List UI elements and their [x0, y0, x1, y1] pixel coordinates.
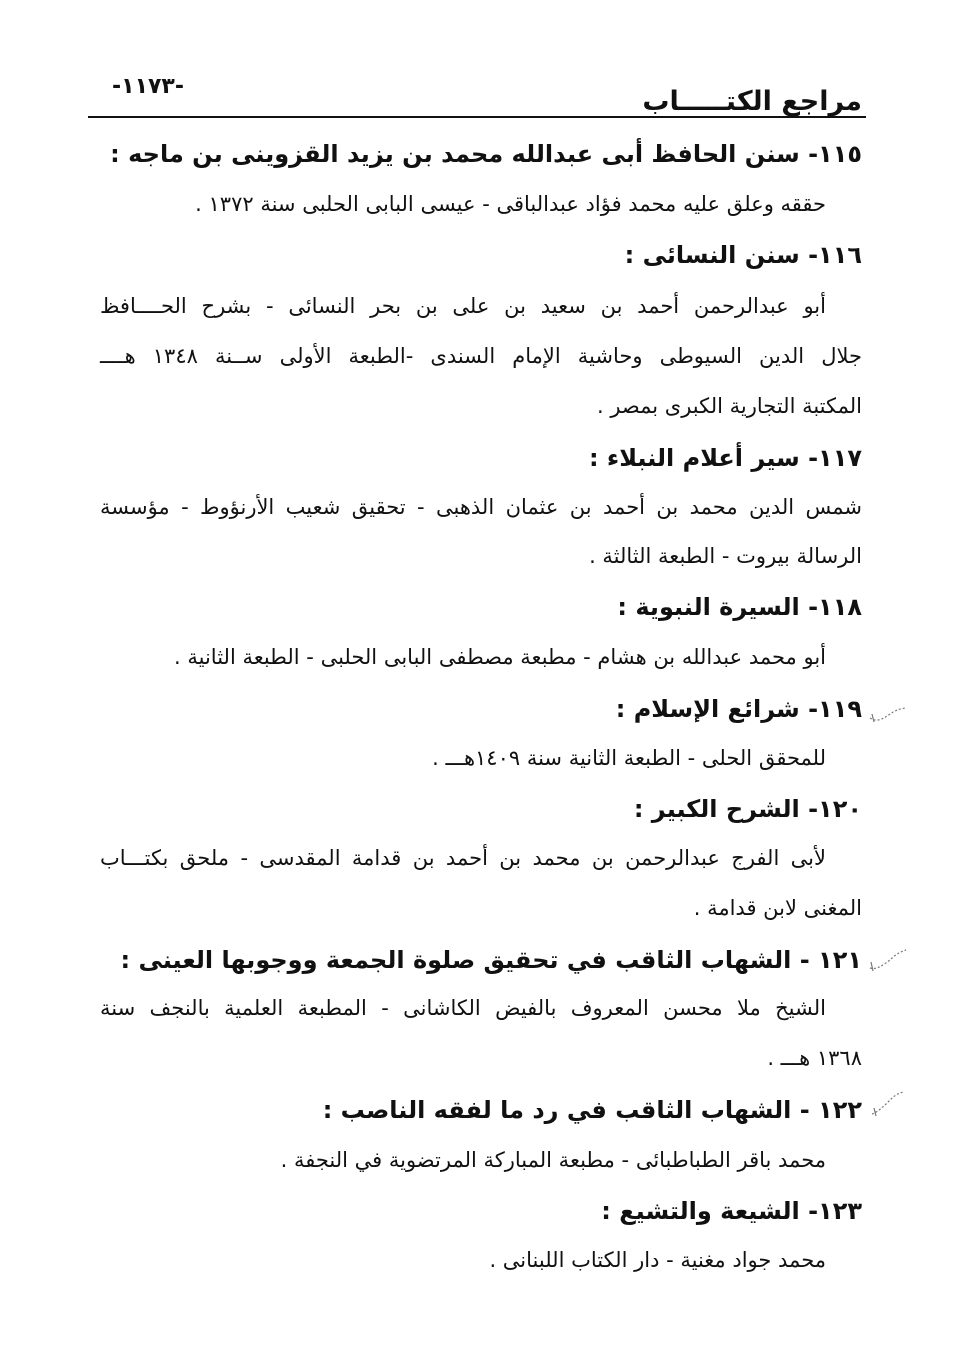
- entry-heading-122: ١٢٢ - الشهاب الثاقب في رد ما لفقه الناصب :: [322, 1096, 862, 1124]
- entry-heading-117: ١١٧- سير أعلام النبلاء :: [588, 444, 862, 472]
- entry-heading-118: ١١٨- السيرة النبوية :: [617, 593, 862, 621]
- header-rule: [88, 116, 866, 118]
- entry-heading-121: ١٢١ - الشهاب الثاقب في تحقيق صلوة الجمعة ووجوبها العينى :: [120, 946, 862, 974]
- entry-heading-116: ١١٦- سنن النسائى :: [624, 241, 862, 269]
- entry-line: ١٣٦٨ هـــ .: [767, 1046, 862, 1070]
- entry-line: الشيخ ملا محسن المعروف بالفيض الكاشانى - المطبعة العلمية بالنجف سنة: [100, 996, 826, 1020]
- page-number: -١١٧٣-: [112, 74, 184, 99]
- entry-line: حققه وعلق عليه محمد فؤاد عبدالباقى - عيسى البابى الحلبى سنة ١٣٧٢ .: [195, 192, 826, 216]
- entry-line: محمد جواد مغنية - دار الكتاب اللبنانى .: [489, 1248, 826, 1272]
- margin-mark-icon: [868, 946, 908, 976]
- entry-line: لأبى الفرج عبدالرحمن بن محمد بن أحمد بن قدامة المقدسى - ملحق بكتـــاب: [100, 846, 826, 870]
- entry-line: جلال الدين السيوطى وحاشية الإمام السندى -الطبعة الأولى ســنة ١٣٤٨ هــــ: [100, 344, 862, 368]
- entry-line: شمس الدين محمد بن أحمد بن عثمان الذهبى - تحقيق شعيب الأرنؤوط - مؤسسة: [100, 495, 862, 519]
- margin-mark-icon: [868, 1090, 908, 1120]
- entry-line: أبو عبدالرحمن أحمد بن سعيد بن على بن بحر النسائى - بشرح الحــــافظ: [100, 294, 826, 318]
- entry-heading-119: ١١٩- شرائع الإسلام :: [615, 695, 862, 723]
- entry-line: للمحقق الحلى - الطبعة الثانية سنة ١٤٠٩هـــ .: [432, 746, 826, 770]
- entry-heading-123: ١٢٣- الشيعة والتشيع :: [601, 1197, 862, 1225]
- running-header-title: مراجع الكتـــــاب: [642, 86, 862, 117]
- entry-line: المكتبة التجارية الكبرى بمصر .: [596, 394, 862, 418]
- entry-heading-115: ١١٥- سنن الحافظ أبى عبدالله محمد بن يزيد القزوينى بن ماجه :: [110, 140, 862, 168]
- entry-line: محمد باقر الطباطبائى - مطبعة المباركة المرتضوية في النجفة .: [280, 1148, 826, 1172]
- entry-line: الرسالة بيروت - الطبعة الثالثة .: [589, 544, 862, 568]
- margin-mark-icon: [868, 700, 908, 730]
- entry-line: المغنى لابن قدامة .: [693, 896, 862, 920]
- entry-line: أبو محمد عبدالله بن هشام - مطبعة مصطفى البابى الحلبى - الطبعة الثانية .: [174, 645, 826, 669]
- entry-heading-120: ١٢٠- الشرح الكبير :: [633, 795, 862, 823]
